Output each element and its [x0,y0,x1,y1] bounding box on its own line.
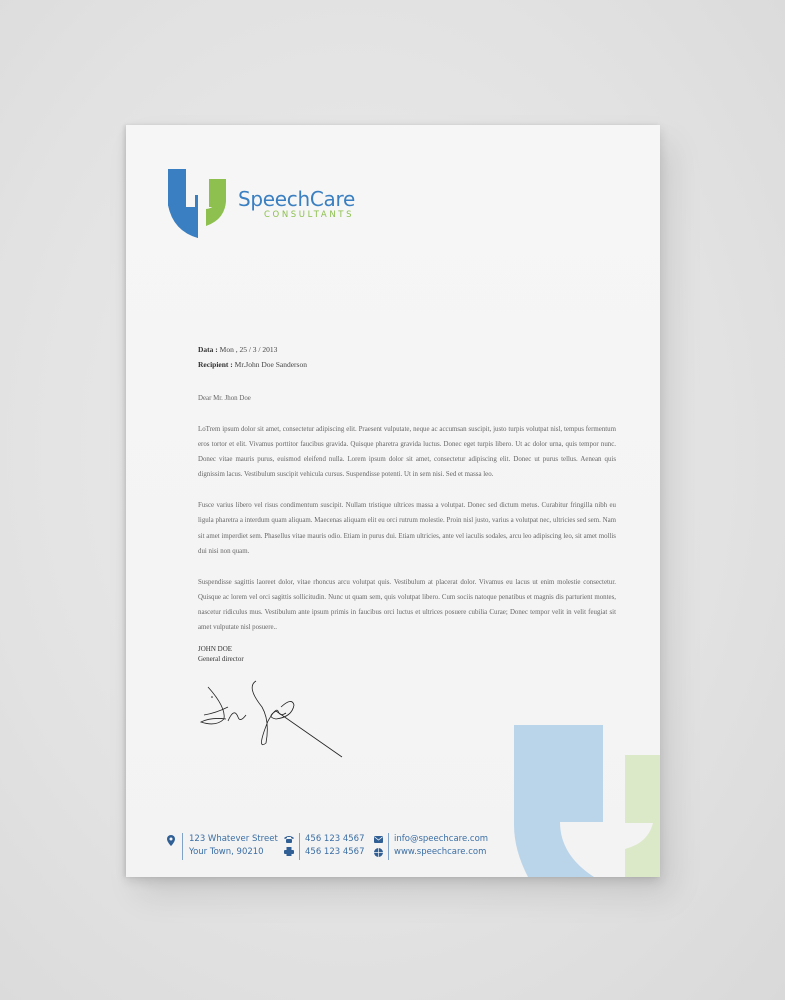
decorative-logo-watermark [510,725,660,877]
letter-meta [198,345,307,375]
fax-icon [284,847,294,856]
email-icon [374,836,383,843]
paragraph-1: LoTrem ipsum dolor sit amet, consectetur adipiscing elit. Praesent vulputate, neque ac accumsan suscipit, justo turpis volutpat nisl, tempus fermentum eros tortor et elit. Vivamus porttitor faucibus gravida. Quisque pharetra gravida luctus. Donec eget turpis libero. Ut ac dolor urna, quis tempor nunc. Donec vitae mauris purus, euismod eleifend nulla. Lorem ipsum dolor sit amet, consectetur adipiscing elit. Donec ut purus tellus. Aenean quis dignissim lacus. Vestibulum suscipit vehicula cursus. Suspendisse potenti. Ut in sem nisi. Sed et massa leo. [198,425,616,479]
recipient-row [198,360,307,375]
recipient-label: Recipient : [198,360,233,369]
brand-name: SpeechCare [238,187,355,211]
address-line-2: Your Town, 90210 [189,846,264,857]
date-row [198,345,307,360]
fax-number: 456 123 4567 [305,846,365,857]
letterhead-page [126,125,660,877]
date-label: Data : [198,345,218,354]
phone-number: 456 123 4567 [305,834,365,844]
letter-body [198,391,616,651]
signer-title: General director [198,655,244,663]
footer-divider [388,833,389,860]
recipient-value: Mr.John Doe Sanderson [234,360,307,369]
signer-block [198,644,244,664]
address-line-1: 123 Whatever Street [189,834,278,844]
globe-icon [374,848,383,857]
date-value: Mon , 25 / 3 / 2013 [219,345,278,354]
paragraph-2: Fusce varius libero vel risus condimentum suscipit. Nullam tristique ultrices massa a volutpat. Donec sed dictum metus. Curabitur fringilla nibh eu ligula pharetra a interdum quam aliquam. Maecenas aliquam elit eu orci rutrum molestie. Proin nisl justo, varius a volutpat nec, ultricies sed sem. Nam sit amet imperdiet sem. Phasellus vitae mauris odio. Etiam in purus dui. Etiam ultricies, ante vel iaculis sodales, arcu leo adipiscing leo, sit amet mollis dui nisi non quam. [198,502,616,555]
brand-logo [168,169,368,239]
greeting: Dear Mr. Jhon Doe [198,395,251,402]
speech-quote-logo-icon [168,169,230,239]
website-link[interactable]: www.speechcare.com [394,846,487,857]
map-pin-icon [167,835,175,846]
paragraph-3: Suspendisse sagittis laoreet dolor, vitae rhoncus arcu volutpat quis. Vestibulum at placerat dolor. Vivamus eu lacus ut enim molestie consectetur. Quisque ac lorem vel orci sagittis sollicitudin. Nunc ut quam sem, quis volutpat libero. Cum sociis natoque penatibus et magnis dis parturient montes, nascetur ridiculus mus. Vestibulum ante ipsum primis in faucibus orci luctus et ultrices posuere cubilia Curae; Donec tempor velit in velit feugiat sit amet vulputate nisl posuere.. [198,578,616,632]
brand-tagline: CONSULTANTS [264,210,355,220]
signer-name: JOHN DOE [198,645,233,653]
handwritten-signature [196,677,346,762]
email-link[interactable]: info@speechcare.com [394,834,489,844]
footer-divider [182,833,183,860]
footer-divider [299,833,300,860]
phone-icon [284,835,294,843]
